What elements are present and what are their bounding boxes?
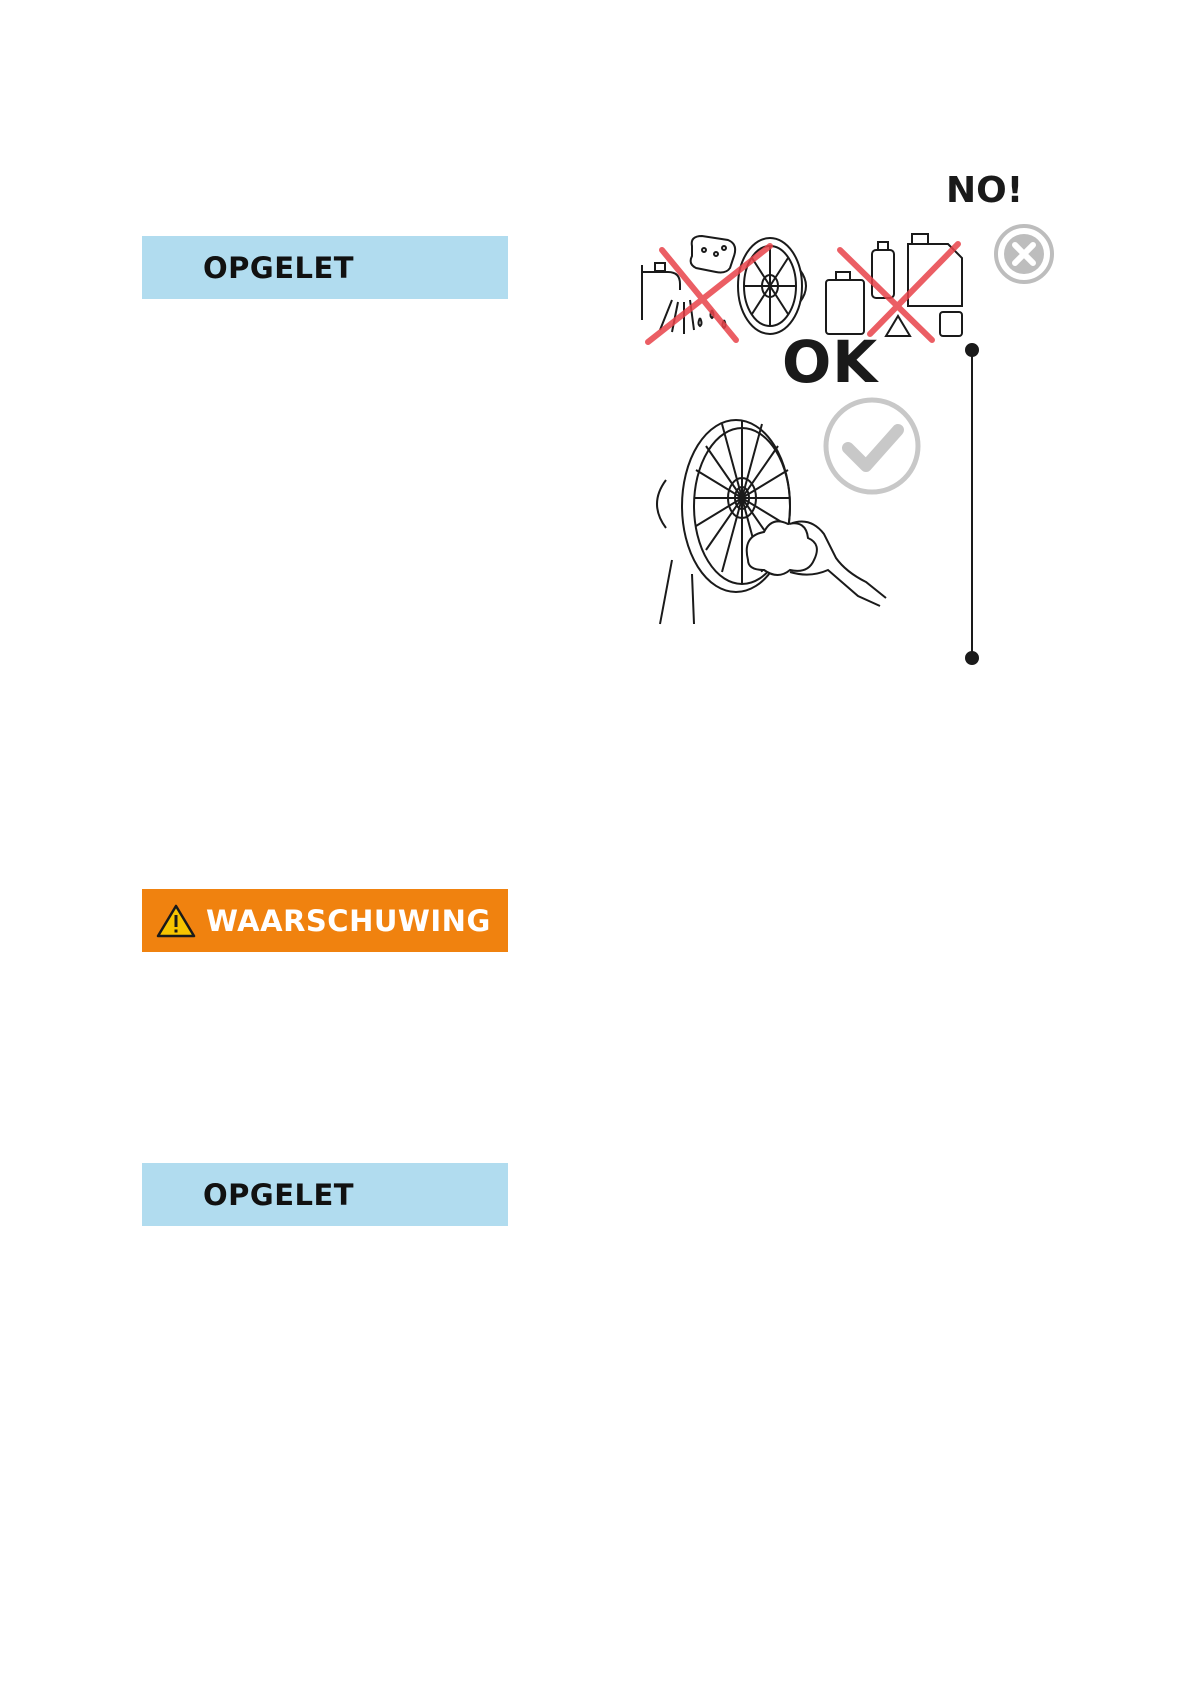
no-label: NO! — [946, 170, 1024, 211]
check-circle-icon — [826, 400, 918, 492]
cleaning-illustration — [630, 160, 1070, 670]
chemical-bottles-drawing — [826, 234, 962, 336]
warning-triangle-icon — [156, 904, 196, 938]
caution-label: OPGELET — [203, 1177, 355, 1212]
sponge-drawing — [691, 236, 735, 273]
small-fan-drawing — [738, 238, 806, 334]
cleaning-drawing — [630, 160, 1070, 670]
dimension-line — [966, 344, 978, 664]
ok-label: OK — [782, 328, 879, 396]
caution-label: OPGELET — [203, 250, 355, 285]
caution-banner — [142, 236, 508, 299]
cross-circle-icon — [996, 226, 1052, 282]
caution-banner — [142, 1163, 508, 1226]
warning-banner — [142, 889, 508, 952]
warning-label: WAARSCHUWING — [206, 903, 491, 938]
